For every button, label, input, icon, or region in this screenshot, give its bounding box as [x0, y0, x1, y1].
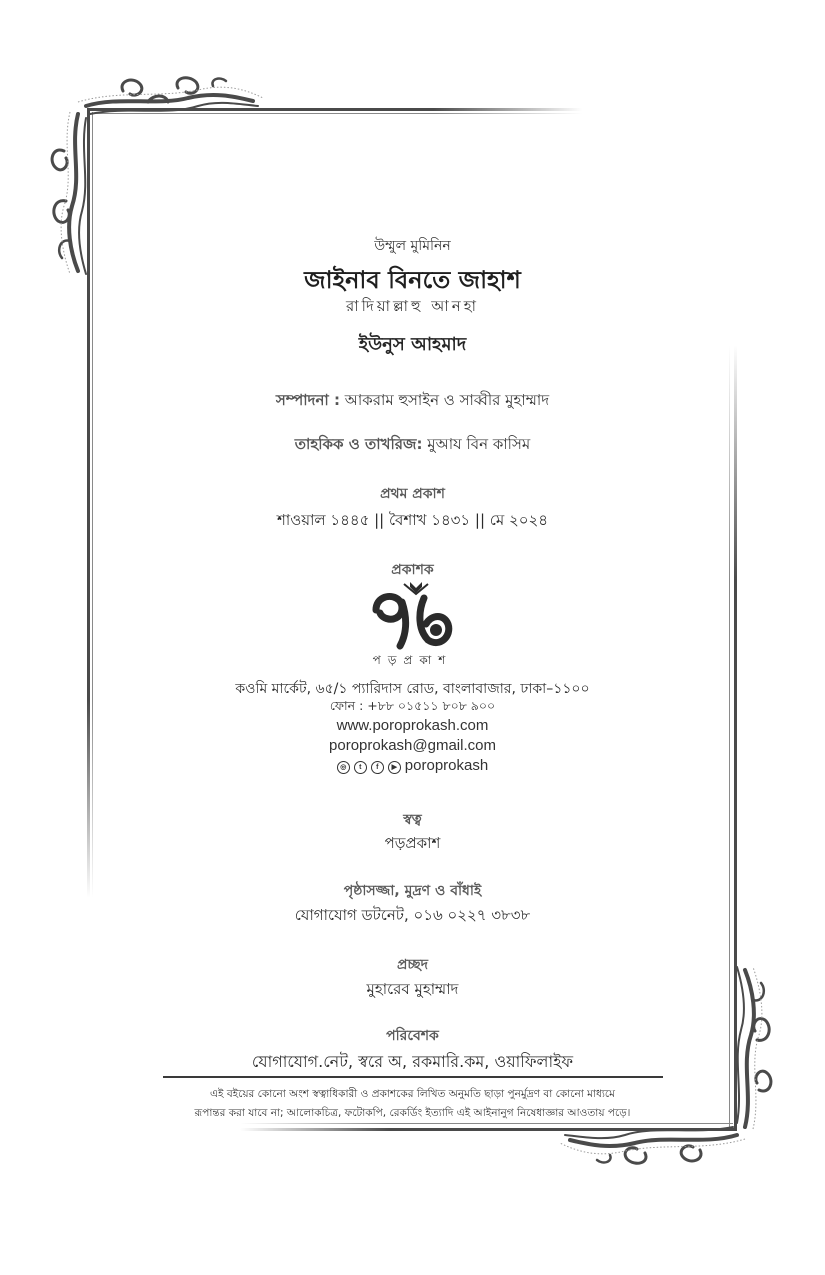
rights-value: পড়প্রকাশ: [384, 834, 441, 852]
publisher-email-link[interactable]: poroprokash@gmail.com: [329, 737, 496, 754]
book-honorific: রাদিয়াল্লাহু আনহা: [345, 297, 479, 315]
publisher-address: কওমি মার্কেট, ৬৫/১ প্যারিদাস রোড, বাংলাবাজার, ঢাকা–১১০০: [235, 681, 590, 697]
publisher-heading: প্রকাশক: [391, 562, 434, 578]
book-subtitle: উম্মুল মুমিনিন: [374, 238, 451, 254]
publisher-phone: ফোন : +৮৮ ০১৫১১ ৮০৮ ৯০০: [329, 698, 496, 713]
printing-heading: পৃষ্ঠাসজ্জা, মুদ্রণ ও বাঁধাই: [343, 883, 482, 899]
distributors-heading: পরিবেশক: [386, 1028, 439, 1044]
social-handle[interactable]: poroprokash: [404, 757, 489, 774]
imprint-page: [150, 0, 675, 1275]
cover-heading: প্রচ্ছদ: [396, 957, 429, 973]
publisher-logo-text: পড়প্রকাশ: [372, 653, 453, 667]
instagram-icon[interactable]: ◎: [337, 761, 350, 774]
verification-credit: [150, 433, 675, 458]
book-title: জাইনাব বিনতে জাহাশ: [304, 266, 521, 294]
first-edition-heading: প্রথম প্রকাশ: [380, 486, 445, 502]
copyright-notice: [150, 1085, 675, 1123]
verification-label: তাহকিক ও তাখরিজ:: [294, 435, 423, 453]
distributors-value: যোগাযোগ.নেট, স্বরে অ, রকমারি.কম, ওয়াফিলাইফ: [251, 1052, 574, 1071]
divider: [163, 1076, 663, 1078]
publisher-website-link[interactable]: www.poroprokash.com: [336, 717, 489, 734]
editors-credit: [150, 389, 675, 414]
verification-value: মুআয বিন কাসিম: [427, 435, 531, 453]
publisher-social: [150, 757, 675, 774]
publisher-logo-icon: [368, 580, 458, 650]
editors-label: সম্পাদনা :: [275, 391, 340, 409]
youtube-icon[interactable]: ▶: [388, 761, 401, 774]
twitter-icon[interactable]: t: [354, 761, 367, 774]
copyright-notice-line-2: রূপান্তর করা যাবে না; আলোকচিত্র, ফটোকপি, রেকর্ডিং ইত্যাদি এই আইনানুগ নিষেধাজ্ঞার আওতায় পড়ে।: [194, 1107, 631, 1119]
cover-value: মুহারেব মুহাম্মাদ: [366, 980, 459, 998]
book-author: ইউনুস আহমাদ: [358, 334, 467, 355]
copyright-notice-line-1: এই বইয়ের কোনো অংশ স্বত্বাধিকারী ও প্রকাশকের লিখিত অনুমতি ছাড়া পুনর্মুদ্রণ বা কোনো মাধ্যমে: [210, 1088, 615, 1100]
editors-value: আকরাম হুসাইন ও সাব্বীর মুহাম্মাদ: [344, 391, 550, 409]
facebook-icon[interactable]: f: [371, 761, 384, 774]
rights-heading: স্বত্ব: [403, 812, 422, 828]
printing-value: যোগাযোগ ডটনেট, ০১৬ ০২২৭ ৩৮৩৮: [294, 906, 531, 924]
first-edition-value: শাওয়াল ১৪৪৫ || বৈশাখ ১৪৩১ || মে ২০২৪: [276, 511, 548, 529]
